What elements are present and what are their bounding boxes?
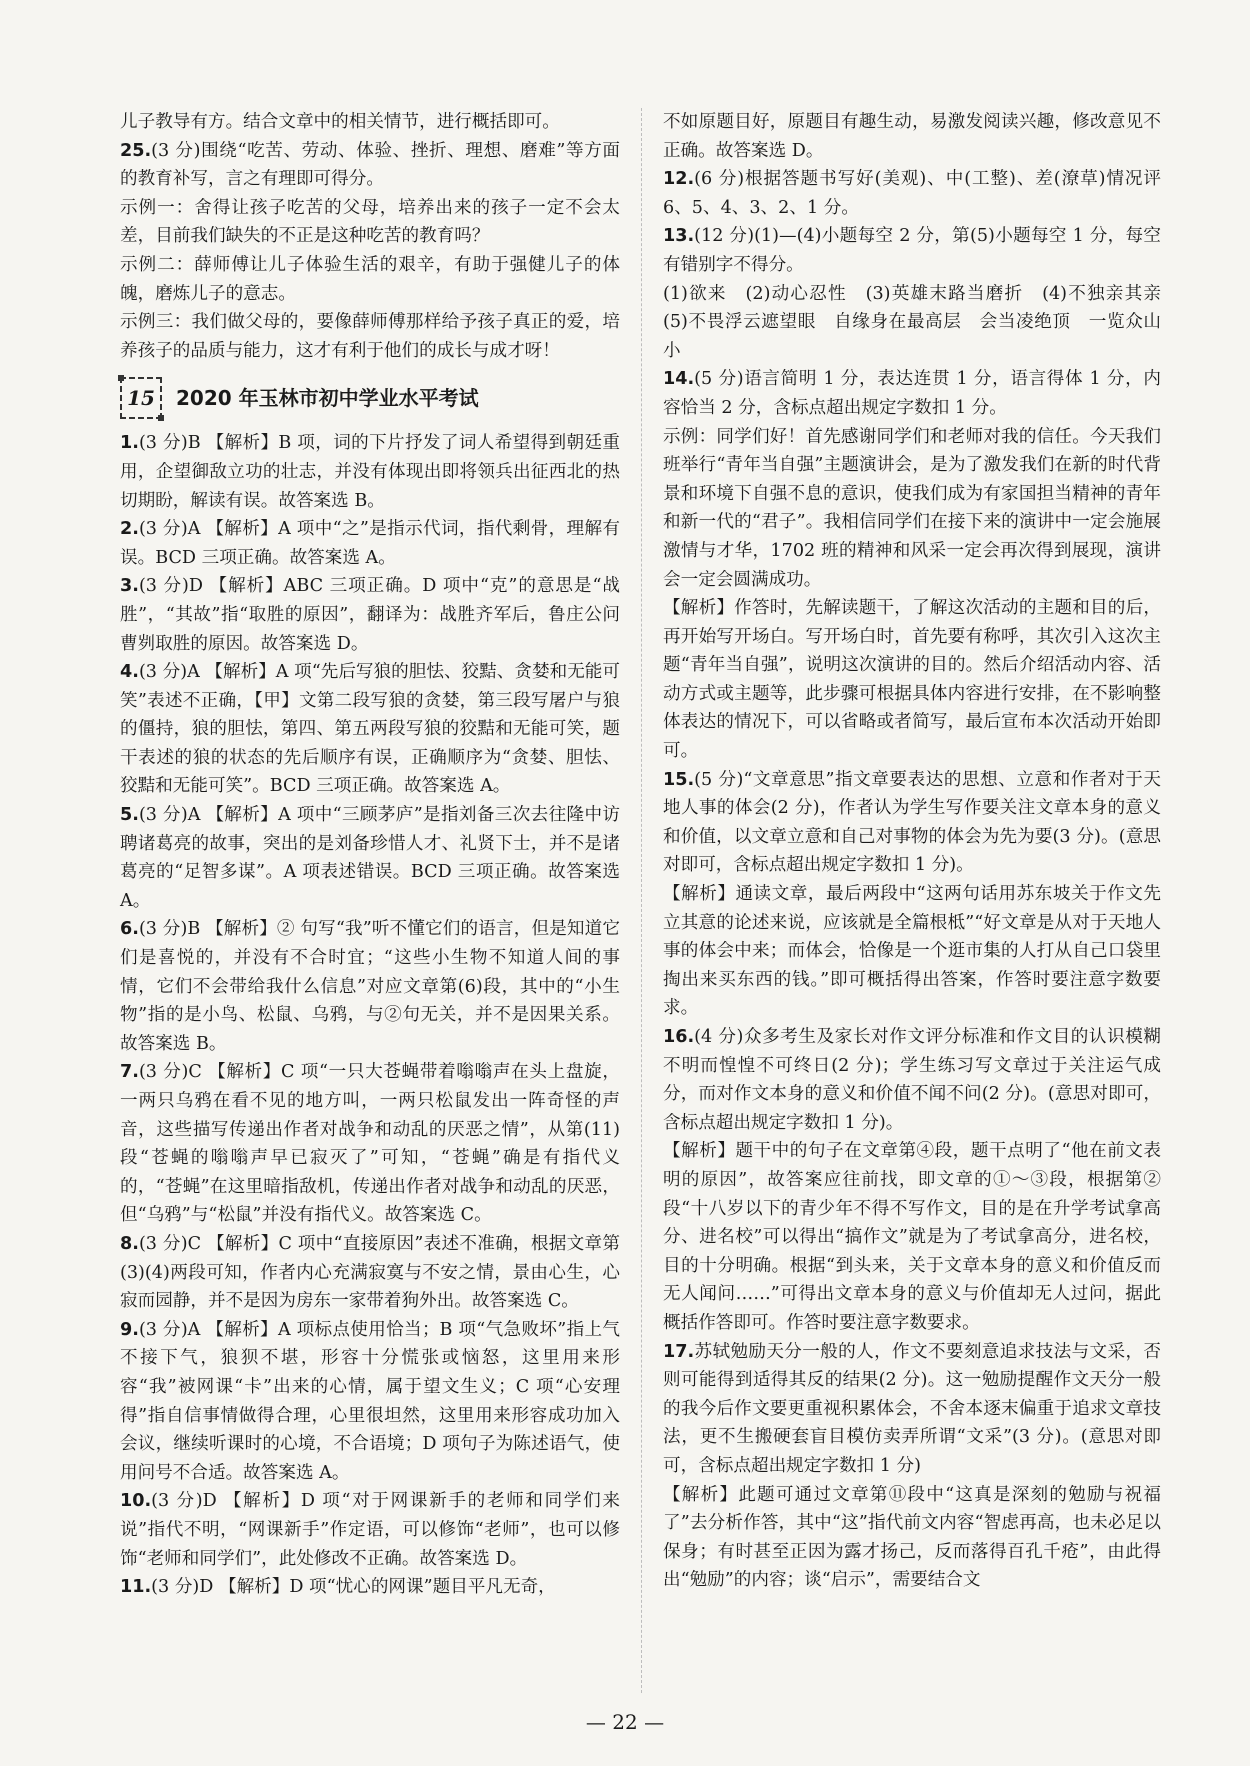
answer-paragraph [120,801,620,915]
page-number: — 22 — [585,1710,665,1734]
answer-text: (3 分)B 【解析】② 句写“我”听不懂它们的语言，但是知道它们是喜悦的，并没有不合时宜；“这些小生物不知道人间的事情，它们不会带给我什么信息”对应文章第(6)段，其中的“小生物”指的是小鸟、松鼠、乌鸦，与②句无关，并不是因果关系。故答案选 B。 [120,919,620,1054]
left-column [120,108,620,1602]
right-column [663,108,1179,1595]
answer-paragraph [120,515,620,572]
answer-paragraph [663,1023,1161,1137]
question-number: 12. [663,169,695,190]
column-divider [641,108,642,1693]
answer-paragraph [120,194,620,251]
answer-text: 儿子教导有方。结合文章中的相关情节，进行概括即可。 [120,112,560,132]
answer-paragraph [663,365,1161,422]
question-number: 9. [120,1319,139,1340]
answer-paragraph [120,1573,620,1602]
answer-paragraph [663,222,1161,279]
section-header [120,371,620,425]
question-number: 17. [663,1341,695,1362]
section-number-box [120,377,162,419]
question-number: 14. [663,369,695,390]
question-number: 3. [120,576,139,597]
answer-text: (3 分)C 【解析】C 项“一只大苍蝇带着嗡嗡声在头上盘旋，一两只乌鸦在看不见的地方叫，一两只松鼠发出一阵奇怪的声音，这些描写传递出作者对战争和动乱的厌恶之情”，从第(11)段“苍蝇的嗡嗡声早已寂灭了”可知，“苍蝇”确是有指代义的，“苍蝇”在这里暗指敌机，传递出作者对战争和动乱的厌恶，但“乌鸦”与“松鼠”并没有指代义。故答案选 C。 [120,1062,620,1226]
answer-text: (3 分)围绕“吃苦、劳动、体验、挫折、理想、磨难”等方面的教育补写，言之有理即可得分。 [120,140,620,190]
answer-paragraph [120,1058,620,1230]
section-number: 15 [127,386,155,411]
answer-text: 苏轼勉励天分一般的人，作文不要刻意追求技法与文采，否则可能得到适得其反的结果(2 分)。这一勉励提醒作文天分一般的我今后作文要更重视积累体会，不舍本逐末偏重于追求文章技法，更不生搬硬套盲目模仿卖弄所谓“文采”(3 分)。(意思对即可，含标点超出规定字数扣 1 分) [663,1341,1161,1476]
answer-paragraph [120,137,620,194]
answer-paragraph [120,658,620,801]
question-number: 7. [120,1062,139,1083]
question-number: 16. [663,1027,695,1047]
answer-text: 示例：同学们好！首先感谢同学们和老师对我的信任。今天我们班举行“青年当自强”主题演讲会，是为了激发我们在新的时代背景和环境下自强不息的意识，使我们成为有家国担当精神的青年和新一代的“君子”。我相信同学们在接下来的演讲中一定会施展激情与才华，1702 班的精神和风采一定会再次得到展现，演讲会一定会圆满成功。 [663,426,1161,590]
answer-text: (3 分)D 【解析】D 项“对于网课新手的老师和同学们来说”指代不明，“网课新手”作定语，可以修饰“老师”，也可以修饰“老师和同学们”，此处修改不正确。故答案选 D。 [120,1491,620,1569]
question-number: 10. [120,1491,152,1512]
answer-text: (3 分)A 【解析】A 项标点使用恰当；B 项“气急败坏”指上气不接下气，狼狈不堪，形容十分慌张或恼怒，这里用来形容“我”被网课“卡”出来的心情，属于望文生义；C 项“心安理得”指自信事情做得合理，心里很坦然，这里用来形容成功加入会议，继续听课时的心境，不合语境；D 项句子为陈述语气，使用问号不合适。故答案选 A。 [120,1319,620,1483]
answer-text: (3 分)A 【解析】A 项中“三顾茅庐”是指刘备三次去往隆中访聘诸葛亮的故事，突出的是刘备珍惜人才、礼贤下士，并不是诸葛亮的“足智多谋”。A 项表述错误。BCD 三项正确。故答案选 A。 [120,805,620,911]
answer-text: (5 分)“文章意思”指文章要表达的思想、立意和作者对于天地人事的体会(2 分)，作者认为学生写作要关注文章本身的意义和价值，以文章立意和自己对事物的体会为先为要(3 分)。(意思对即可，含标点超出规定字数扣 1 分)。 [663,769,1161,876]
answer-text: 【解析】题干中的句子在文章第④段，题干点明了“他在前文表明的原因”，故答案应往前找，即文章的①～③段，根据第②段“十八岁以下的青少年不得不写作文，目的是在升学考试拿高分、进名校”可以得出“搞作文”就是为了考试拿高分，进名校，目的十分明确。根据“到头来，关于文章本身的意义和价值反而无人闻问……”可得出文章本身的意义与价值却无人过问，据此概括作答即可。作答时要注意字数要求。 [663,1141,1161,1333]
answer-paragraph [120,1487,620,1573]
answer-paragraph [120,308,620,365]
answer-text: (6 分)根据答题书写好(美观)、中(工整)、差(潦草)情况评 6、5、4、3、2、1 分。 [663,169,1161,218]
answer-text: (3 分)D 【解析】D 项“忧心的网课”题目平凡无奇， [151,1577,556,1598]
question-number: 8. [120,1233,139,1254]
answer-text: (4 分)众多考生及家长对作文评分标准和作文目的认识模糊不明而惶惶不可终日(2 分)；学生练习写文章过于关注运气成分，而对作文本身的意义和价值不闻不问(2 分)。(意思对即可，含标点超出规定字数扣 1 分)。 [663,1027,1161,1133]
answer-paragraph [663,880,1161,1023]
answer-paragraph [663,423,1161,595]
answer-text: (12 分)(1)—(4)小题每空 2 分，第(5)小题每空 1 分，每空有错别字不得分。 [663,226,1161,275]
answer-paragraph [663,594,1161,766]
answer-text: 示例一：舍得让孩子吃苦的父母，培养出来的孩子一定不会太差，目前我们缺失的不正是这种吃苦的教育吗？ [120,197,620,247]
answer-text: 【解析】作答时，先解读题干，了解这次活动的主题和目的后，再开始写开场白。写开场白时，首先要有称呼，其次引入这次主题“青年当自强”，说明这次演讲的目的。然后介绍活动内容、活动方式或主题等，此步骤可根据具体内容进行安排，在不影响整体表达的情况下，可以省略或者简写，最后宣布本次活动开始即可。 [663,598,1161,762]
answer-text: (1)欲来 (2)动心忍性 (3)英雄末路当磨折 (4)不独亲其亲 (5)不畏浮云遮望眼 自缘身在最高层 会当凌绝顶 一览众山小 [663,283,1179,361]
answer-text: (3 分)C 【解析】C 项中“直接原因”表述不准确，根据文章第(3)(4)两段可知，作者内心充满寂寞与不安之情，景由心生，心寂而园静，并不是因为房东一家带着狗外出。故答案选 C。 [120,1233,620,1312]
answer-text: (3 分)A 【解析】A 项中“之”是指示代词，指代剩骨，理解有误。BCD 三项正确。故答案选 A。 [120,519,620,568]
question-number: 2. [120,519,139,540]
answer-text: 示例二：薛师傅让儿子体验生活的艰辛，有助于强健儿子的体魄，磨炼儿子的意志。 [120,254,620,304]
answer-paragraph [663,165,1161,222]
question-number: 5. [120,805,139,826]
answer-paragraph [120,1230,620,1316]
answer-paragraph [663,1137,1161,1337]
question-number: 6. [120,919,139,940]
answer-paragraph [120,108,620,137]
question-number: 1. [120,433,139,454]
answer-text: (5 分)语言简明 1 分，表达连贯 1 分，语言得体 1 分，内容恰当 2 分，含标点超出规定字数扣 1 分。 [663,369,1161,418]
answer-paragraph [120,572,620,658]
answer-text: 【解析】通读文章，最后两段中“这两句话用苏东坡关于作文先立其意的论述来说，应该就是全篇根柢”“好文章是从对于天地人事的体会中来；而体会，恰像是一个逛市集的人打从自己口袋里掏出来买东西的钱。”即可概括得出答案，作答时要注意字数要求。 [663,884,1161,1019]
answer-text: (3 分)B 【解析】B 项，词的下片抒发了词人希望得到朝廷重用，企望御敌立功的壮志，并没有体现出即将领兵出征西北的热切期盼，解读有误。故答案选 B。 [120,433,620,511]
answer-text: 不如原题目好，原题目有趣生动，易激发阅读兴趣，修改意见不正确。故答案选 D。 [663,112,1161,161]
question-number: 13. [663,226,695,247]
answer-paragraph [663,766,1161,880]
answer-paragraph [120,915,620,1058]
question-number: 4. [120,662,139,683]
answer-paragraph [663,1481,1161,1595]
question-number: 11. [120,1577,152,1598]
question-number: 25. [120,140,152,161]
section-title: 2020 年玉林市初中学业水平考试 [176,386,479,411]
answer-paragraph [120,251,620,308]
question-number: 15. [663,769,695,790]
answer-text: (3 分)A 【解析】A 项“先后写狼的胆怯、狡黠、贪婪和无能可笑”表述不正确，【甲】文第二段写狼的贪婪，第三段写屠户与狼的僵持，狼的胆怯，第四、第五两段写狼的狡黠和无能可笑，题干表述的狼的状态的先后顺序有误，正确顺序为“贪婪、胆怯、狡黠和无能可笑”。BCD 三项正确。故答案选 A。 [120,662,620,797]
answer-paragraph [663,1338,1161,1481]
answer-paragraph [120,429,620,515]
answer-paragraph [120,1316,620,1488]
answer-text: 【解析】此题可通过文章第⑪段中“这真是深刻的勉励与祝福了”去分析作答，其中“这”指代前文内容“智虑再高，也未必足以保身；有时甚至正因为露才扬己，反而落得百孔千疮”，由此得出“勉励”的内容；谈“启示”，需要结合文 [663,1484,1161,1591]
answer-paragraph [663,108,1161,165]
answer-text: (3 分)D 【解析】ABC 三项正确。D 项中“克”的意思是“战胜”，“其故”指“取胜的原因”，翻译为：战胜齐军后，鲁庄公问曹刿取胜的原因。故答案选 D。 [120,576,620,654]
answer-text: 示例三：我们做父母的，要像薛师傅那样给予孩子真正的爱，培养孩子的品质与能力，这才有利于他们的成长与成才呀！ [120,312,620,361]
answer-paragraph [663,280,1179,366]
